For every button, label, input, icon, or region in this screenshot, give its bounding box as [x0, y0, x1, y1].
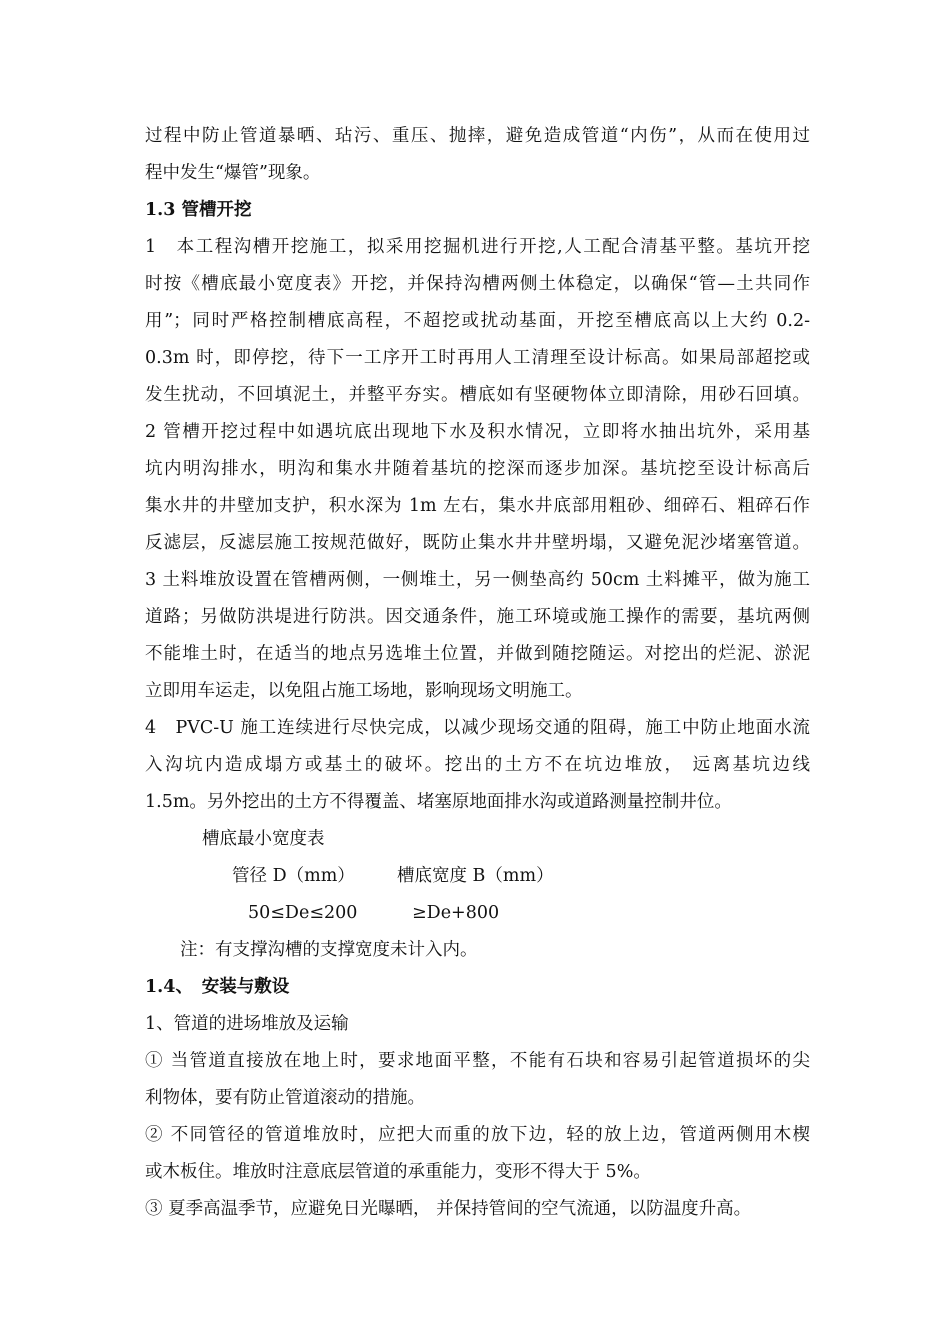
paragraph-line: 2 管槽开挖过程中如遇坑底出现地下水及积水情况，立即将水抽出坑外，采用基 — [145, 422, 810, 442]
paragraph-line: 用”；同时严格控制槽底高程，不超挖或扰动基面，开挖至槽底高以上大约 0.2- — [145, 311, 810, 331]
table-header-trench-width: 槽底宽度 B（mm） — [397, 866, 554, 886]
paragraph-line: 利物体，要有防止管道滚动的措施。 — [145, 1088, 425, 1108]
paragraph-line: 发生扰动，不回填泥土，并整平夯实。槽底如有坚硬物体立即清除，用砂石回填。 — [145, 385, 810, 405]
paragraph-line: ③ 夏季高温季节，应避免日光曝晒， 并保持管间的空气流通，以防温度升高。 — [145, 1199, 752, 1219]
paragraph-line: 4 PVC-U 施工连续进行尽快完成，以减少现场交通的阻碍，施工中防止地面水流 — [145, 718, 810, 738]
section-heading-1-4: 1.4、 安装与敷设 — [145, 977, 290, 997]
paragraph-line: 或木板住。堆放时注意底层管道的承重能力，变形不得大于 5%。 — [145, 1162, 651, 1182]
table-header-pipe-diameter: 管径 D（mm） — [232, 866, 355, 886]
paragraph-line: ② 不同管径的管道堆放时，应把大而重的放下边，轻的放上边，管道两侧用木楔 — [145, 1125, 810, 1145]
paragraph-line: 0.3m 时，即停挖，待下一工序开工时再用人工清理至设计标高。如果局部超挖或 — [145, 348, 810, 368]
paragraph-line: 反滤层，反滤层施工按规范做好，既防止集水井井壁坍塌，又避免泥沙堵塞管道。 — [145, 533, 810, 553]
table-cell-diameter-range: 50≤De≤200 — [248, 903, 358, 923]
paragraph-line: 1.5m。另外挖出的土方不得覆盖、堵塞原地面排水沟或道路测量控制井位。 — [145, 792, 732, 812]
paragraph-line: 不能堆土时，在适当的地点另选堆土位置，并做到随挖随运。对挖出的烂泥、淤泥 — [145, 644, 810, 664]
subheading: 1、管道的进场堆放及运输 — [145, 1014, 349, 1034]
paragraph-line: 3 土料堆放设置在管槽两侧，一侧堆土，另一侧垫高约 50cm 土料摊平，做为施工 — [145, 570, 810, 590]
paragraph-line: 入沟坑内造成塌方或基土的破坏。挖出的土方不在坑边堆放， 远离基坑边线 — [145, 755, 810, 775]
paragraph-line: 程中发生“爆管”现象。 — [145, 163, 321, 183]
paragraph-line: 立即用车运走，以免阻占施工场地，影响现场文明施工。 — [145, 681, 583, 701]
paragraph-line: 时按《槽底最小宽度表》开挖，并保持沟槽两侧土体稳定，以确保“管—土共同作 — [145, 274, 810, 294]
paragraph-line: 过程中防止管道暴晒、玷污、重压、抛摔，避免造成管道“内伤”，从而在使用过 — [145, 126, 810, 146]
table-cell-width-value: ≥De+800 — [412, 903, 500, 923]
paragraph-line: ① 当管道直接放在地上时，要求地面平整，不能有石块和容易引起管道损坏的尖 — [145, 1051, 810, 1071]
table-title: 槽底最小宽度表 — [202, 829, 325, 849]
paragraph-line: 道路；另做防洪堤进行防洪。因交通条件，施工环境或施工操作的需要，基坑两侧 — [145, 607, 810, 627]
table-note: 注：有支撑沟槽的支撑宽度未计入内。 — [180, 940, 478, 960]
section-heading-1-3: 1.3 管槽开挖 — [145, 200, 252, 220]
paragraph-line: 1 本工程沟槽开挖施工，拟采用挖掘机进行开挖,人工配合清基平整。基坑开挖 — [145, 237, 810, 257]
paragraph-line: 集水井的井壁加支护，积水深为 1m 左右，集水井底部用粗砂、细碎石、粗碎石作 — [145, 496, 810, 516]
paragraph-line: 坑内明沟排水，明沟和集水井随着基坑的挖深而逐步加深。基坑挖至设计标高后 — [145, 459, 810, 479]
